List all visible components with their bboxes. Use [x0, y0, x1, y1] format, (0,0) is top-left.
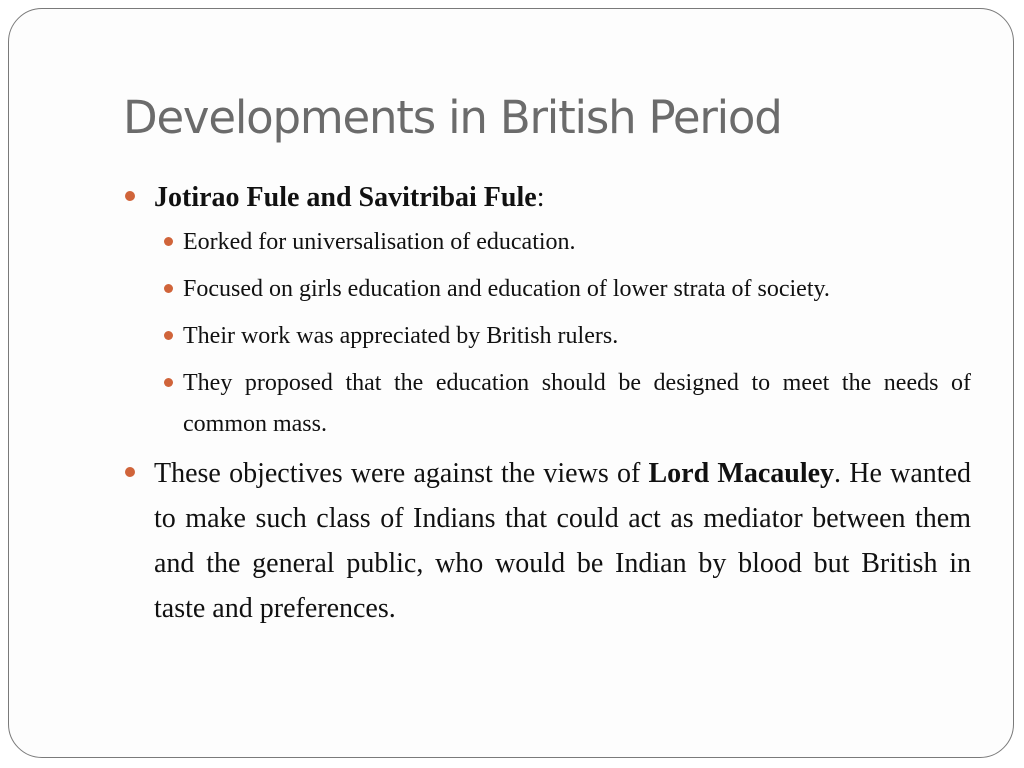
sub-bullet-dot-icon	[164, 331, 173, 340]
bullet-point-macauley	[123, 451, 971, 631]
sub-bullet-item	[123, 222, 971, 263]
sub-bullet-text: They proposed that the education should be designed to meet the needs of common mass.	[183, 370, 971, 437]
bullet-dot-icon	[125, 191, 135, 201]
slide-title: Developments in British Period	[123, 91, 782, 144]
sub-bullet-item	[123, 316, 971, 357]
point-text-before: These objectives were against the views of	[154, 458, 649, 489]
point-heading-colon: :	[536, 182, 545, 213]
sub-bullet-dot-icon	[164, 284, 173, 293]
point-text-after: . He wanted to make such class of Indians that could act as mediator between them and the general public, who would be Indian by blood but British in taste and preferences.	[154, 458, 971, 624]
bullet-point-fule	[123, 175, 971, 220]
sub-bullet-text: Focused on girls education and education of lower strata of society.	[183, 276, 830, 302]
sub-bullet-item	[123, 269, 971, 310]
sub-bullet-text: Eorked for universalisation of education.	[183, 229, 576, 255]
sub-bullet-dot-icon	[164, 378, 173, 387]
sub-bullet-dot-icon	[164, 237, 173, 246]
sub-bullet-list	[123, 222, 971, 445]
sub-bullet-text: Their work was appreciated by British rulers.	[183, 323, 619, 349]
sub-bullet-item	[123, 363, 971, 445]
point-heading: Jotirao Fule and Savitribai Fule	[154, 182, 537, 213]
point-highlight: Lord Macauley	[648, 458, 835, 489]
slide-frame	[8, 8, 1014, 758]
bullet-dot-icon	[125, 467, 135, 477]
slide-content	[123, 175, 971, 631]
